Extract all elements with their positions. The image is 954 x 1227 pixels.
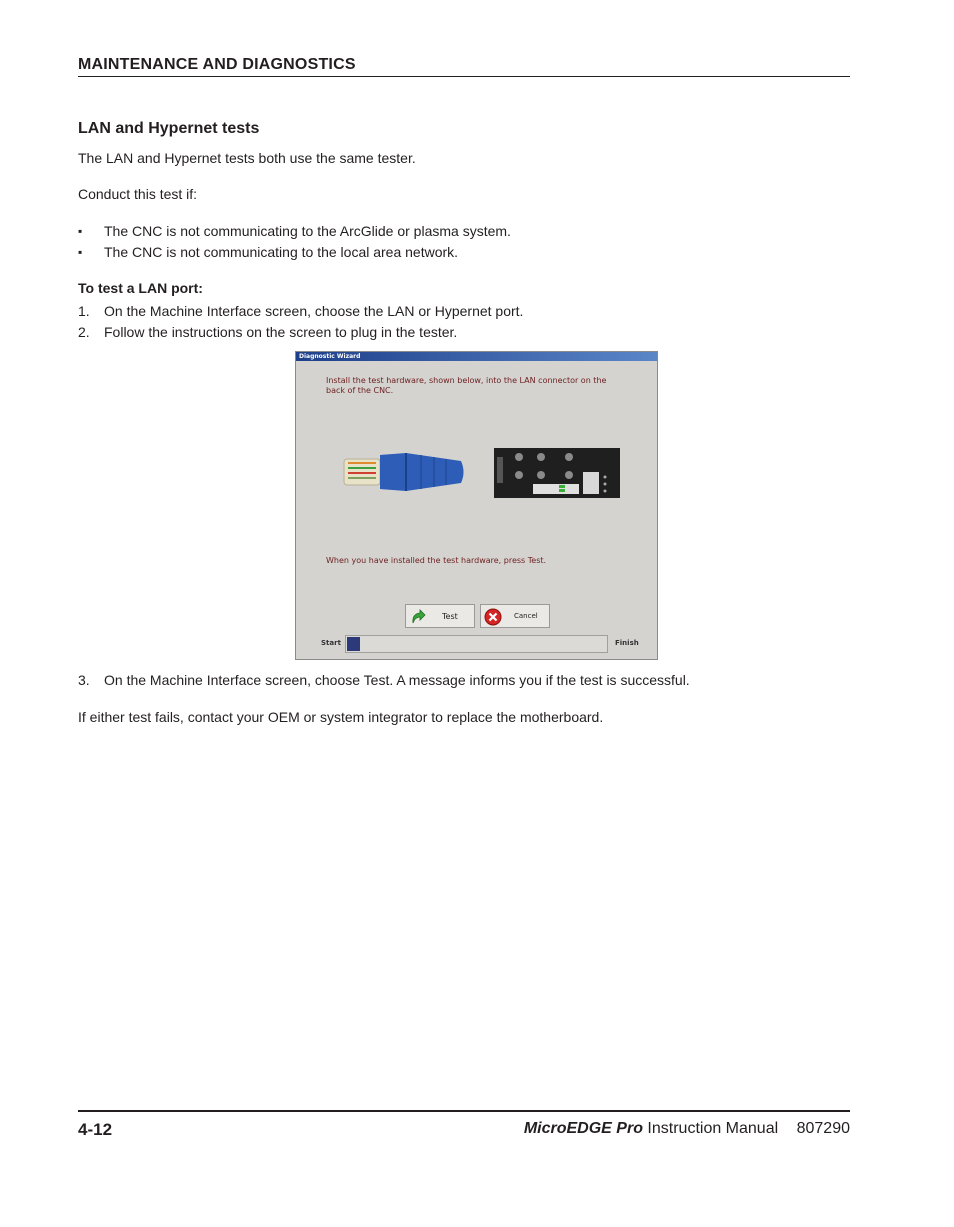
progress-finish-label: Finish (615, 639, 639, 647)
progress-start-label: Start (321, 639, 341, 647)
green-arrow-icon (409, 608, 427, 626)
intro-paragraph: The LAN and Hypernet tests both use the same tester. (78, 150, 416, 166)
test-button-label: Test (442, 612, 458, 621)
cancel-x-icon (484, 608, 502, 626)
wizard-prompt: When you have installed the test hardware, press Test. (326, 556, 547, 565)
test-button[interactable] (405, 604, 475, 628)
step-number: 2. (78, 324, 90, 340)
wizard-instruction: Install the test hardware, shown below, into the LAN connector on the back of the CNC. (326, 376, 607, 395)
step-text: On the Machine Interface screen, choose the LAN or Hypernet port. (104, 303, 524, 319)
header-rule (78, 76, 850, 77)
cancel-button-label: Cancel (514, 612, 538, 620)
progress-bar (345, 635, 608, 653)
bullet-mark: ▪ (78, 245, 83, 259)
footer-title (524, 1120, 850, 1138)
section-heading: LAN and Hypernet tests (78, 120, 260, 137)
progress-fill (347, 637, 360, 651)
step-number: 3. (78, 672, 90, 688)
section-header: MAINTENANCE AND DIAGNOSTICS (78, 56, 356, 73)
part-number: 807290 (796, 1120, 850, 1137)
manual-label: Instruction Manual (647, 1120, 779, 1137)
lan-plug-illustration (336, 447, 476, 497)
footer-rule (78, 1110, 850, 1112)
cancel-button[interactable] (480, 604, 550, 628)
cnc-connector-panel-illustration (493, 447, 621, 499)
brand-name: MicroEDGE Pro (523, 1120, 643, 1137)
step-number: 1. (78, 303, 90, 319)
bullet-mark: ▪ (78, 224, 83, 238)
wizard-title: Diagnostic Wizard (296, 352, 657, 361)
procedure-title: To test a LAN port: (78, 280, 203, 296)
step-text: Follow the instructions on the screen to plug in the tester. (104, 324, 458, 340)
bullet-item: The CNC is not communicating to the ArcGlide or plasma system. (104, 223, 511, 239)
step-text: On the Machine Interface screen, choose Test. A message informs you if the test is successful. (104, 672, 690, 688)
page-number: 4-12 (78, 1120, 113, 1139)
diagnostic-wizard-screenshot (295, 351, 658, 660)
closing-paragraph: If either test fails, contact your OEM or system integrator to replace the motherboard. (78, 709, 604, 725)
bullet-item: The CNC is not communicating to the local area network. (104, 244, 459, 260)
conduct-paragraph: Conduct this test if: (78, 186, 198, 202)
